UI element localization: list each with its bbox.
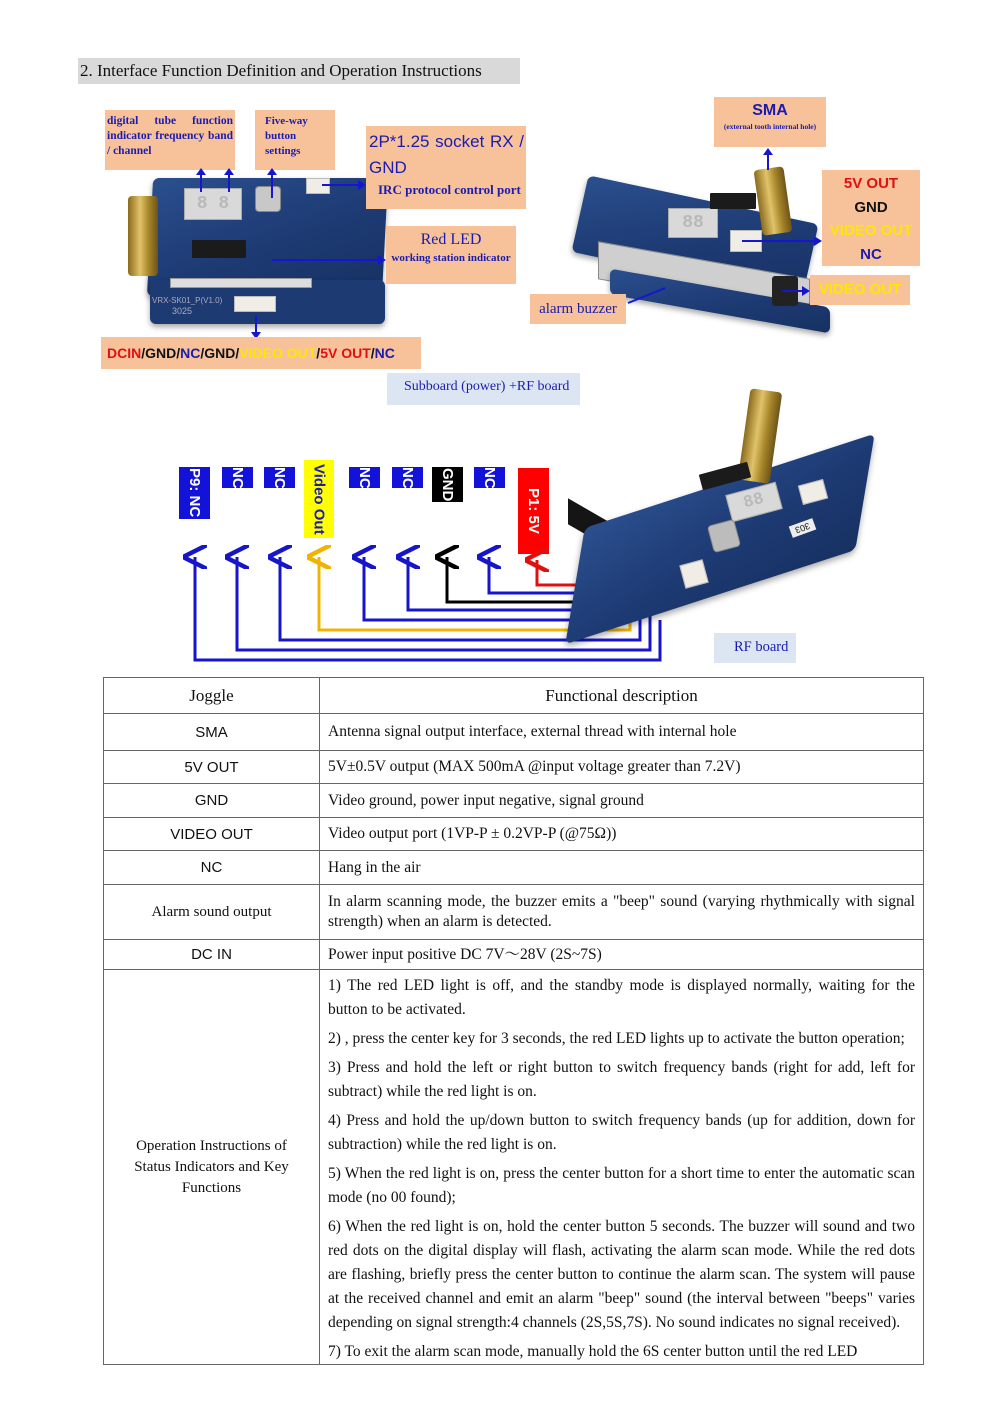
arrow-connector [742,240,816,242]
separator: / [316,345,321,361]
row-key-alarm-sound-output: Alarm sound output [104,885,320,940]
table-row [104,851,924,885]
row-desc-dc-in: Power input positive DC 7V～28V (2S~7S) [320,940,924,970]
row-desc-alarm-sound-output: In alarm scanning mode, the buzzer emits a "beep" sound (varying rhythmically with signal strength) when an alarm is detected. [320,885,924,940]
row-desc-nc: Hang in the air [320,851,924,885]
row-desc-gnd: Video ground, power input negative, signal ground [320,784,924,818]
arrow-head-icon [224,168,234,175]
pin-label-p9-nc: P9: NC [179,467,210,519]
table-row [104,818,924,851]
operation-step: 7) To exit the alarm scan mode, manually hold the 6S center button until the red LED [328,1343,858,1360]
callout-socket-title: 2P*1.25 socket RX / GND [369,132,524,177]
operation-step: 2) , press the center key for 3 seconds, the red LED lights up to activate the button operation; [328,1030,905,1047]
row-desc-sma: Antenna signal output interface, external thread with internal hole [320,714,924,751]
operation-step: 3) Press and hold the left or right button to switch frequency bands (right for add, left for subtract) while the red light is on. [328,1059,915,1100]
callout-red-led-title: Red LED [420,231,482,248]
operation-step: 5) When the red light is on, press the center button for a short time to enter the automatic scan mode (no 00 found); [328,1165,915,1206]
pin-label-nc: NC [392,467,423,488]
arrow-head-icon [267,168,277,175]
pin-label-nc: NC [264,467,295,488]
callout-connector-pins [822,170,920,266]
callout-digital-tube [105,110,235,170]
callout-sma-title: SMA [752,102,788,119]
table-row-operations [104,970,924,1365]
row-key-nc: NC [104,851,320,885]
operation-step: 1) The red LED light is off, and the standby mode is displayed normally, waiting for the button to be activated. [328,977,915,1018]
section-title: 2. Interface Function Definition and Operation Instructions [78,58,520,84]
row-key-gnd: GND [104,784,320,818]
arrow-video-out [782,290,804,292]
sma-connector-photo [128,196,158,276]
connector-pin-5v-out: 5V OUT [843,175,899,192]
ic-chip [192,240,246,258]
module-digital-tube: 88 [668,208,718,238]
row-key-5v-out: 5V OUT [104,751,320,784]
header-joggle: Joggle [104,678,320,714]
table-row [104,784,924,818]
bottom-connector-photo [234,296,276,312]
pin-nc-2: NC [374,345,395,361]
separator: / [235,345,240,361]
pin-label-p1-5v: P1: 5V [518,468,549,554]
row-key-dc-in: DC IN [104,940,320,970]
arrow-five-way [271,172,273,198]
arrow-red-led [272,259,380,261]
separator: / [370,345,375,361]
arrow-socket [322,184,360,186]
callout-five-way-text: Five-way button settings [265,115,308,157]
pin-label-nc: NC [222,467,253,488]
callout-red-led-sub: working station indicator [391,252,511,264]
arrow-head-icon [814,236,822,246]
operation-step: 6) When the red light is on, hold the center button 5 seconds. The buzzer will sound and two red dots on the digital display will flash, activating the alarm scan mode. While the red dots are flashing, briefly press the center button to continue the alarm scan. The system will pause at the received channel and emit an alarm "beep" sound (the interval between "beeps" varies depending on signal strength:4 channels (2S,5S,7S). No sound indicates no signal received). [328,1218,915,1331]
callout-alarm-buzzer: alarm buzzer [530,294,626,324]
callout-socket [366,126,526,209]
pin-dcin: DCIN [107,345,142,361]
arrow-head-icon [802,286,810,296]
rf-board-code: 303 [789,518,817,538]
pin-label-video-out: Video Out [304,460,334,538]
interface-spec-table [103,677,924,1365]
connector-pin-nc: NC [860,245,882,263]
separator: / [200,345,205,361]
row-desc-video-out: Video output port (1VP-P ± 0.2VP-P (@75Ω)) [320,818,924,851]
operation-step: 4) Press and hold the up/down button to switch frequency bands (up for addition, down for subtraction) while the red light is on. [328,1112,915,1153]
diagram-subtitle: Subboard (power) +RF board [387,373,580,405]
table-row [104,940,924,970]
pin-video-out: VIDEO OUT [239,345,317,361]
rf-shield [170,278,312,288]
arrow-digital-tube-1 [200,172,202,192]
table-row [104,714,924,751]
five-way-button-photo [255,186,281,212]
module-ic-chip [710,193,756,209]
table-header-row [104,678,924,714]
row-key-video-out: VIDEO OUT [104,818,320,851]
arrow-head-icon [763,148,773,155]
arrow-head-icon [358,180,366,190]
board-silkscreen: VRX-SK01_P(V1.0) [152,296,223,305]
callout-red-led [386,226,516,284]
callout-video-out: VIDEO OUT [810,275,910,305]
row-desc-5v-out: 5V±0.5V output (MAX 500mA @input voltage greater than 7.2V) [320,751,924,784]
pin-gnd: GND [145,345,177,361]
table-row [104,885,924,940]
pin-strip-callout [101,337,421,369]
callout-digital-tube-text: digital tube function indicator frequency band / channel [107,115,233,157]
diagram-subboard [0,0,570,410]
operations-steps [320,970,924,1365]
pin-label-nc: NC [349,467,380,488]
board-code: 3025 [172,306,193,316]
socket-photo [306,178,330,194]
callout-sma [714,97,826,147]
arrow-digital-tube-2 [228,172,230,192]
pin-5v-out: 5V OUT [320,345,371,361]
rf-board-label: RF board [714,633,796,663]
callout-socket-sub: IRC protocol control port [378,182,521,197]
rf-digital-tube: 88 [725,482,782,523]
connector-pin-gnd: GND [854,198,888,216]
separator: / [176,345,181,361]
separator: / [141,345,146,361]
diagram-assembled-module [520,90,940,340]
arrow-head-icon [378,255,386,265]
digital-tube-photo: 8 8 [184,188,242,220]
pin-nc: NC [180,345,201,361]
connector-pin-video-out: VIDEO OUT [829,222,913,239]
row-key-operations: Operation Instructions of Status Indicators and Key Functions [104,970,320,1365]
diagram-rf-board-pinout [0,440,1000,670]
callout-sma-sub: (external tooth internal hole) [723,122,817,131]
table-row [104,751,924,784]
pin-gnd-2: GND [204,345,236,361]
row-key-sma: SMA [104,714,320,751]
pin-label-nc: NC [474,467,505,488]
pin-label-gnd: GND [432,467,463,502]
header-functional-description: Functional description [320,678,924,714]
arrow-head-icon [196,168,206,175]
callout-five-way [255,110,335,170]
